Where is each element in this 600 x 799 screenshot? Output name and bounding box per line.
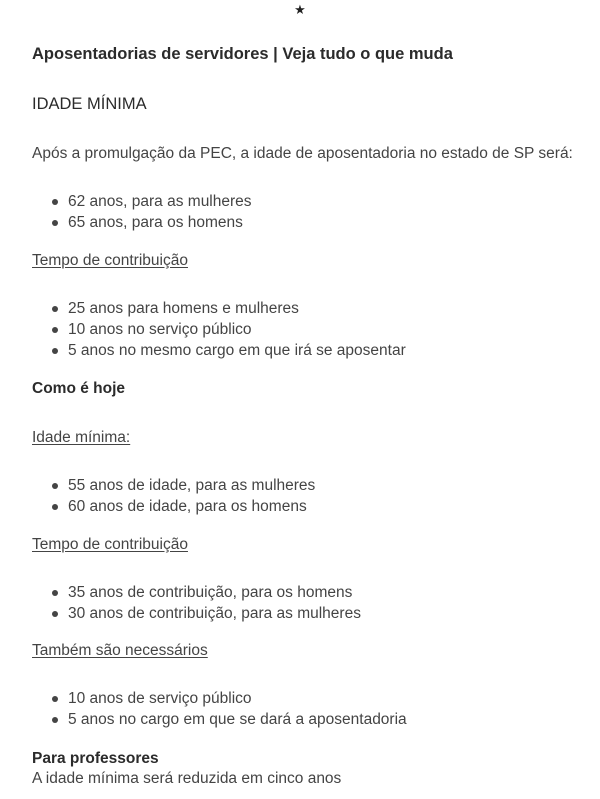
bullet-icon	[52, 483, 58, 489]
bullet-icon	[52, 717, 58, 723]
new-age-list	[50, 191, 252, 233]
list-item: 62 anos, para as mulheres	[50, 191, 252, 212]
list-item: 60 anos de idade, para os homens	[50, 496, 315, 517]
list-item: 10 anos de serviço público	[50, 688, 407, 709]
list-item: 25 anos para homens e mulheres	[50, 298, 406, 319]
teachers-text: A idade mínima será reduzida em cinco anos	[32, 770, 342, 787]
bullet-icon	[52, 696, 58, 702]
list-item: 65 anos, para os homens	[50, 212, 252, 233]
intro-paragraph: Após a promulgação da PEC, a idade de aposentadoria no estado de SP será:	[32, 145, 573, 162]
section-title: IDADE MÍNIMA	[32, 95, 147, 113]
bullet-icon	[52, 306, 58, 312]
list-item: 35 anos de contribuição, para os homens	[50, 582, 361, 603]
bullet-icon	[52, 590, 58, 596]
star-icon: ★	[294, 2, 306, 17]
bullet-icon	[52, 348, 58, 354]
list-item: 5 anos no cargo em que se dará a aposentadoria	[50, 709, 407, 730]
also-required-list	[50, 688, 407, 730]
list-item: 5 anos no mesmo cargo em que irá se aposentar	[50, 340, 406, 361]
today-contribution-heading: Tempo de contribuição	[32, 536, 188, 553]
today-contribution-list	[50, 582, 361, 624]
new-contribution-heading: Tempo de contribuição	[32, 252, 188, 269]
also-required-heading: Também são necessários	[32, 642, 208, 659]
list-item: 10 anos no serviço público	[50, 319, 406, 340]
teachers-heading: Para professores	[32, 750, 159, 767]
bullet-icon	[52, 327, 58, 333]
today-heading: Como é hoje	[32, 380, 126, 397]
new-contribution-list	[50, 298, 406, 361]
bullet-icon	[52, 611, 58, 617]
list-item: 55 anos de idade, para as mulheres	[50, 475, 315, 496]
list-item: 30 anos de contribuição, para as mulheres	[50, 603, 361, 624]
today-age-list	[50, 475, 315, 517]
today-age-heading: Idade mínima:	[32, 429, 131, 446]
bullet-icon	[52, 199, 58, 205]
bullet-icon	[52, 504, 58, 510]
article-title: Aposentadorias de servidores | Veja tudo o que muda	[32, 45, 453, 63]
bullet-icon	[52, 220, 58, 226]
